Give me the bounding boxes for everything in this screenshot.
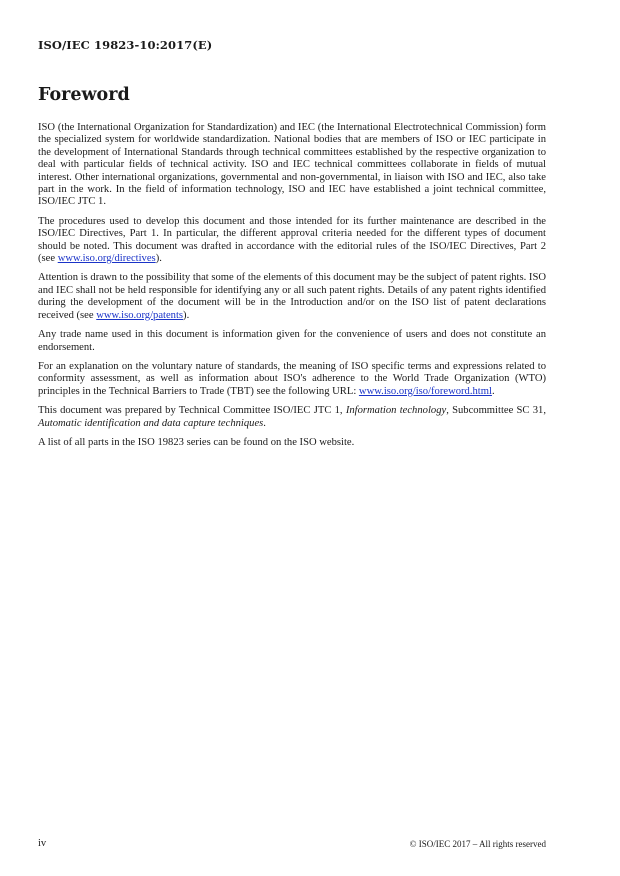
paragraph-committee xyxy=(38,405,546,430)
paragraph-text: ISO (the International Organization for Standardization) and IEC (the International Electrotechnical Commission) form the specialized system for worldwide standardization. National bodies that are members of ISO or IEC participate in the development of International Standards through technical committees established by the respective organization to deal with particular fields of technical activity. ISO and IEC technical committees collaborate in fields of mutual interest. Other international organizations, governmental and non-governmental, in liaison with ISO and IEC, also take part in the work. In the field of information technology, ISO and IEC have established a joint technical committee, ISO/IEC JTC 1. xyxy=(38,122,546,208)
paragraph-text: This document was prepared by Technical Committee ISO/IEC JTC 1, xyxy=(38,405,346,417)
page-title: Foreword xyxy=(38,85,130,105)
directives-link[interactable]: www.iso.org/directives xyxy=(57,253,156,265)
patents-link[interactable]: www.iso.org/patents xyxy=(96,309,184,321)
page-number: iv xyxy=(38,838,47,849)
paragraph-procedures xyxy=(38,216,546,266)
paragraph-text: , Subcommittee SC 31, xyxy=(446,405,546,417)
foreword-link[interactable]: www.iso.org/iso/foreword.html xyxy=(358,385,492,397)
paragraph-text: . xyxy=(491,385,495,397)
paragraph-text: Attention is drawn to the possibility that some of the elements of this document may be the subject of patent rights. ISO and IEC shall not be held responsible for identifying any or all such patent rights. Details of any patent rights identified during the development of the document will be in the Introduction and/or on the ISO list of patent declarations received (see xyxy=(38,272,546,321)
paragraph-patents xyxy=(38,272,546,322)
copyright-notice: © ISO/IEC 2017 – All rights reserved xyxy=(409,839,546,849)
subcommittee-name: Automatic identification and data capture techniques xyxy=(38,417,264,429)
foreword-body xyxy=(38,122,546,456)
paragraph-text: For an explanation on the voluntary nature of standards, the meaning of ISO specific terms and expressions related to conformity assessment, as well as information about ISO's adherence to the World Trade Organization (WTO) principles in the Technical Barriers to Trade (TBT) see the following URL: xyxy=(38,360,546,397)
paragraph-series xyxy=(38,437,546,449)
paragraph-text: ). xyxy=(183,309,190,321)
paragraph-organizations xyxy=(38,122,546,209)
paragraph-trade-name xyxy=(38,329,546,354)
paragraph-voluntary-nature xyxy=(38,361,546,398)
paragraph-text: A list of all parts in the ISO 19823 series can be found on the ISO website. xyxy=(38,436,355,448)
paragraph-text: ). xyxy=(155,253,162,265)
paragraph-text: Any trade name used in this document is information given for the convenience of users and does not constitute an endorsement. xyxy=(38,329,546,353)
paragraph-text: The procedures used to develop this document and those intended for its further maintenance are described in the ISO/IEC Directives, Part 1. In particular, the different approval criteria needed for the different types of document should be noted. This document was drafted in accordance with the editorial rules of the ISO/IEC Directives, Part 2 (see xyxy=(38,215,546,265)
document-id-header: ISO/IEC 19823-10:2017(E) xyxy=(38,38,213,52)
committee-name: Information technology xyxy=(345,405,447,417)
paragraph-text: . xyxy=(263,417,266,429)
